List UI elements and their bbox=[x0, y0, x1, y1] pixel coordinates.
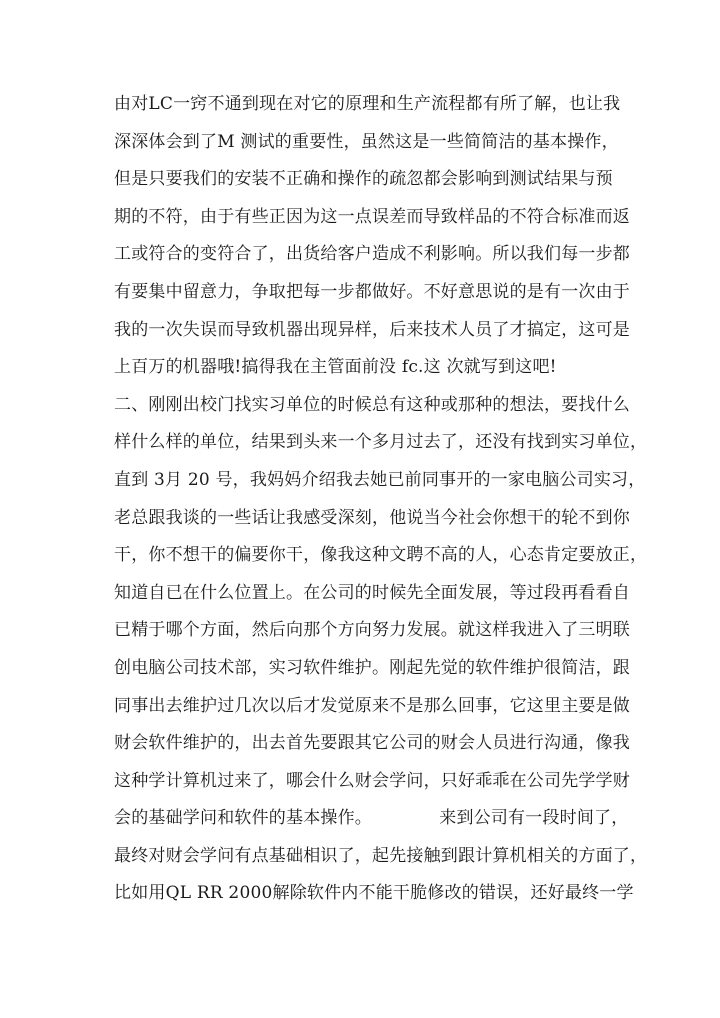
text-line-19: 这种学计算机过来了，哪会什么财会学问，只好乖乖在公司先学学财 bbox=[114, 770, 630, 791]
text-line-4: 期的不符，由于有些正因为这一点误差而导致样品的不符合标准而返 bbox=[114, 206, 630, 227]
text-line-15: 已精于哪个方面，然后向那个方向努力发展。就这样我进入了三明联 bbox=[114, 620, 630, 641]
text-line-1: 由对LC一窍不通到现在对它的原理和生产流程都有所了解，也让我 bbox=[114, 94, 621, 114]
text-line-10: 样什么样的单位，结果到头来一个多月过去了，还没有找到实习单位， bbox=[114, 432, 648, 453]
text-line-6: 有要集中留意力，争取把每一步都做好。不好意思说的是有一次由于 bbox=[114, 281, 630, 302]
text-line-21: 最终对财会学问有点基础相识了，起先接触到跟计算机相关的方面了， bbox=[114, 845, 648, 866]
text-line-3: 但是只要我们的安装不正确和操作的疏忽都会影响到测试结果与预 bbox=[114, 169, 613, 190]
body-text bbox=[114, 86, 648, 913]
text-line-17: 同事出去维护过几次以后才发觉原来不是那么回事，它这里主要是做 bbox=[114, 695, 630, 716]
text-line-14: 知道自已在什么位置上。在公司的时候先全面发展，等过段再看看自 bbox=[114, 582, 630, 603]
text-line-7: 我的一次失误而导致机器出现异样，后来技术人员了才搞定，这可是 bbox=[114, 319, 630, 340]
text-line-12: 老总跟我谈的一些话让我感受深刻，他说当今社会你想干的轮不到你 bbox=[114, 507, 630, 528]
text-line-16: 创电脑公司技术部，实习软件维护。刚起先觉的软件维护很简洁，跟 bbox=[114, 657, 630, 678]
text-line-18: 财会软件维护的，出去首先要跟其它公司的财会人员进行沟通，像我 bbox=[114, 733, 630, 754]
text-line-20: 会的基础学问和软件的基本操作。 来到公司有一段时间了， bbox=[114, 808, 629, 829]
text-line-22: 比如用QL RR 2000解除软件内不能干脆修改的错误，还好最终一学 bbox=[114, 883, 634, 904]
text-line-8: 上百万的机器哦!搞得我在主管面前没 fc.这 次就写到这吧! bbox=[114, 357, 557, 378]
text-line-5: 工或符合的变符合了，出货给客户造成不利影响。所以我们每一步都 bbox=[114, 244, 630, 265]
text-line-9: 二、刚刚出校门找实习单位的时候总有这种或那种的想法，要找什么 bbox=[114, 394, 630, 415]
text-line-2: 深深体会到了M 测试的重要性，虽然这是一些简简洁的基本操作， bbox=[114, 131, 619, 152]
text-line-11: 直到 3月 20 号，我妈妈介绍我去她已前同事开的一家电脑公司实习， bbox=[114, 469, 646, 490]
text-line-13: 干，你不想干的偏要你干，像我这种文聘不高的人，心态肯定要放正， bbox=[114, 545, 648, 566]
